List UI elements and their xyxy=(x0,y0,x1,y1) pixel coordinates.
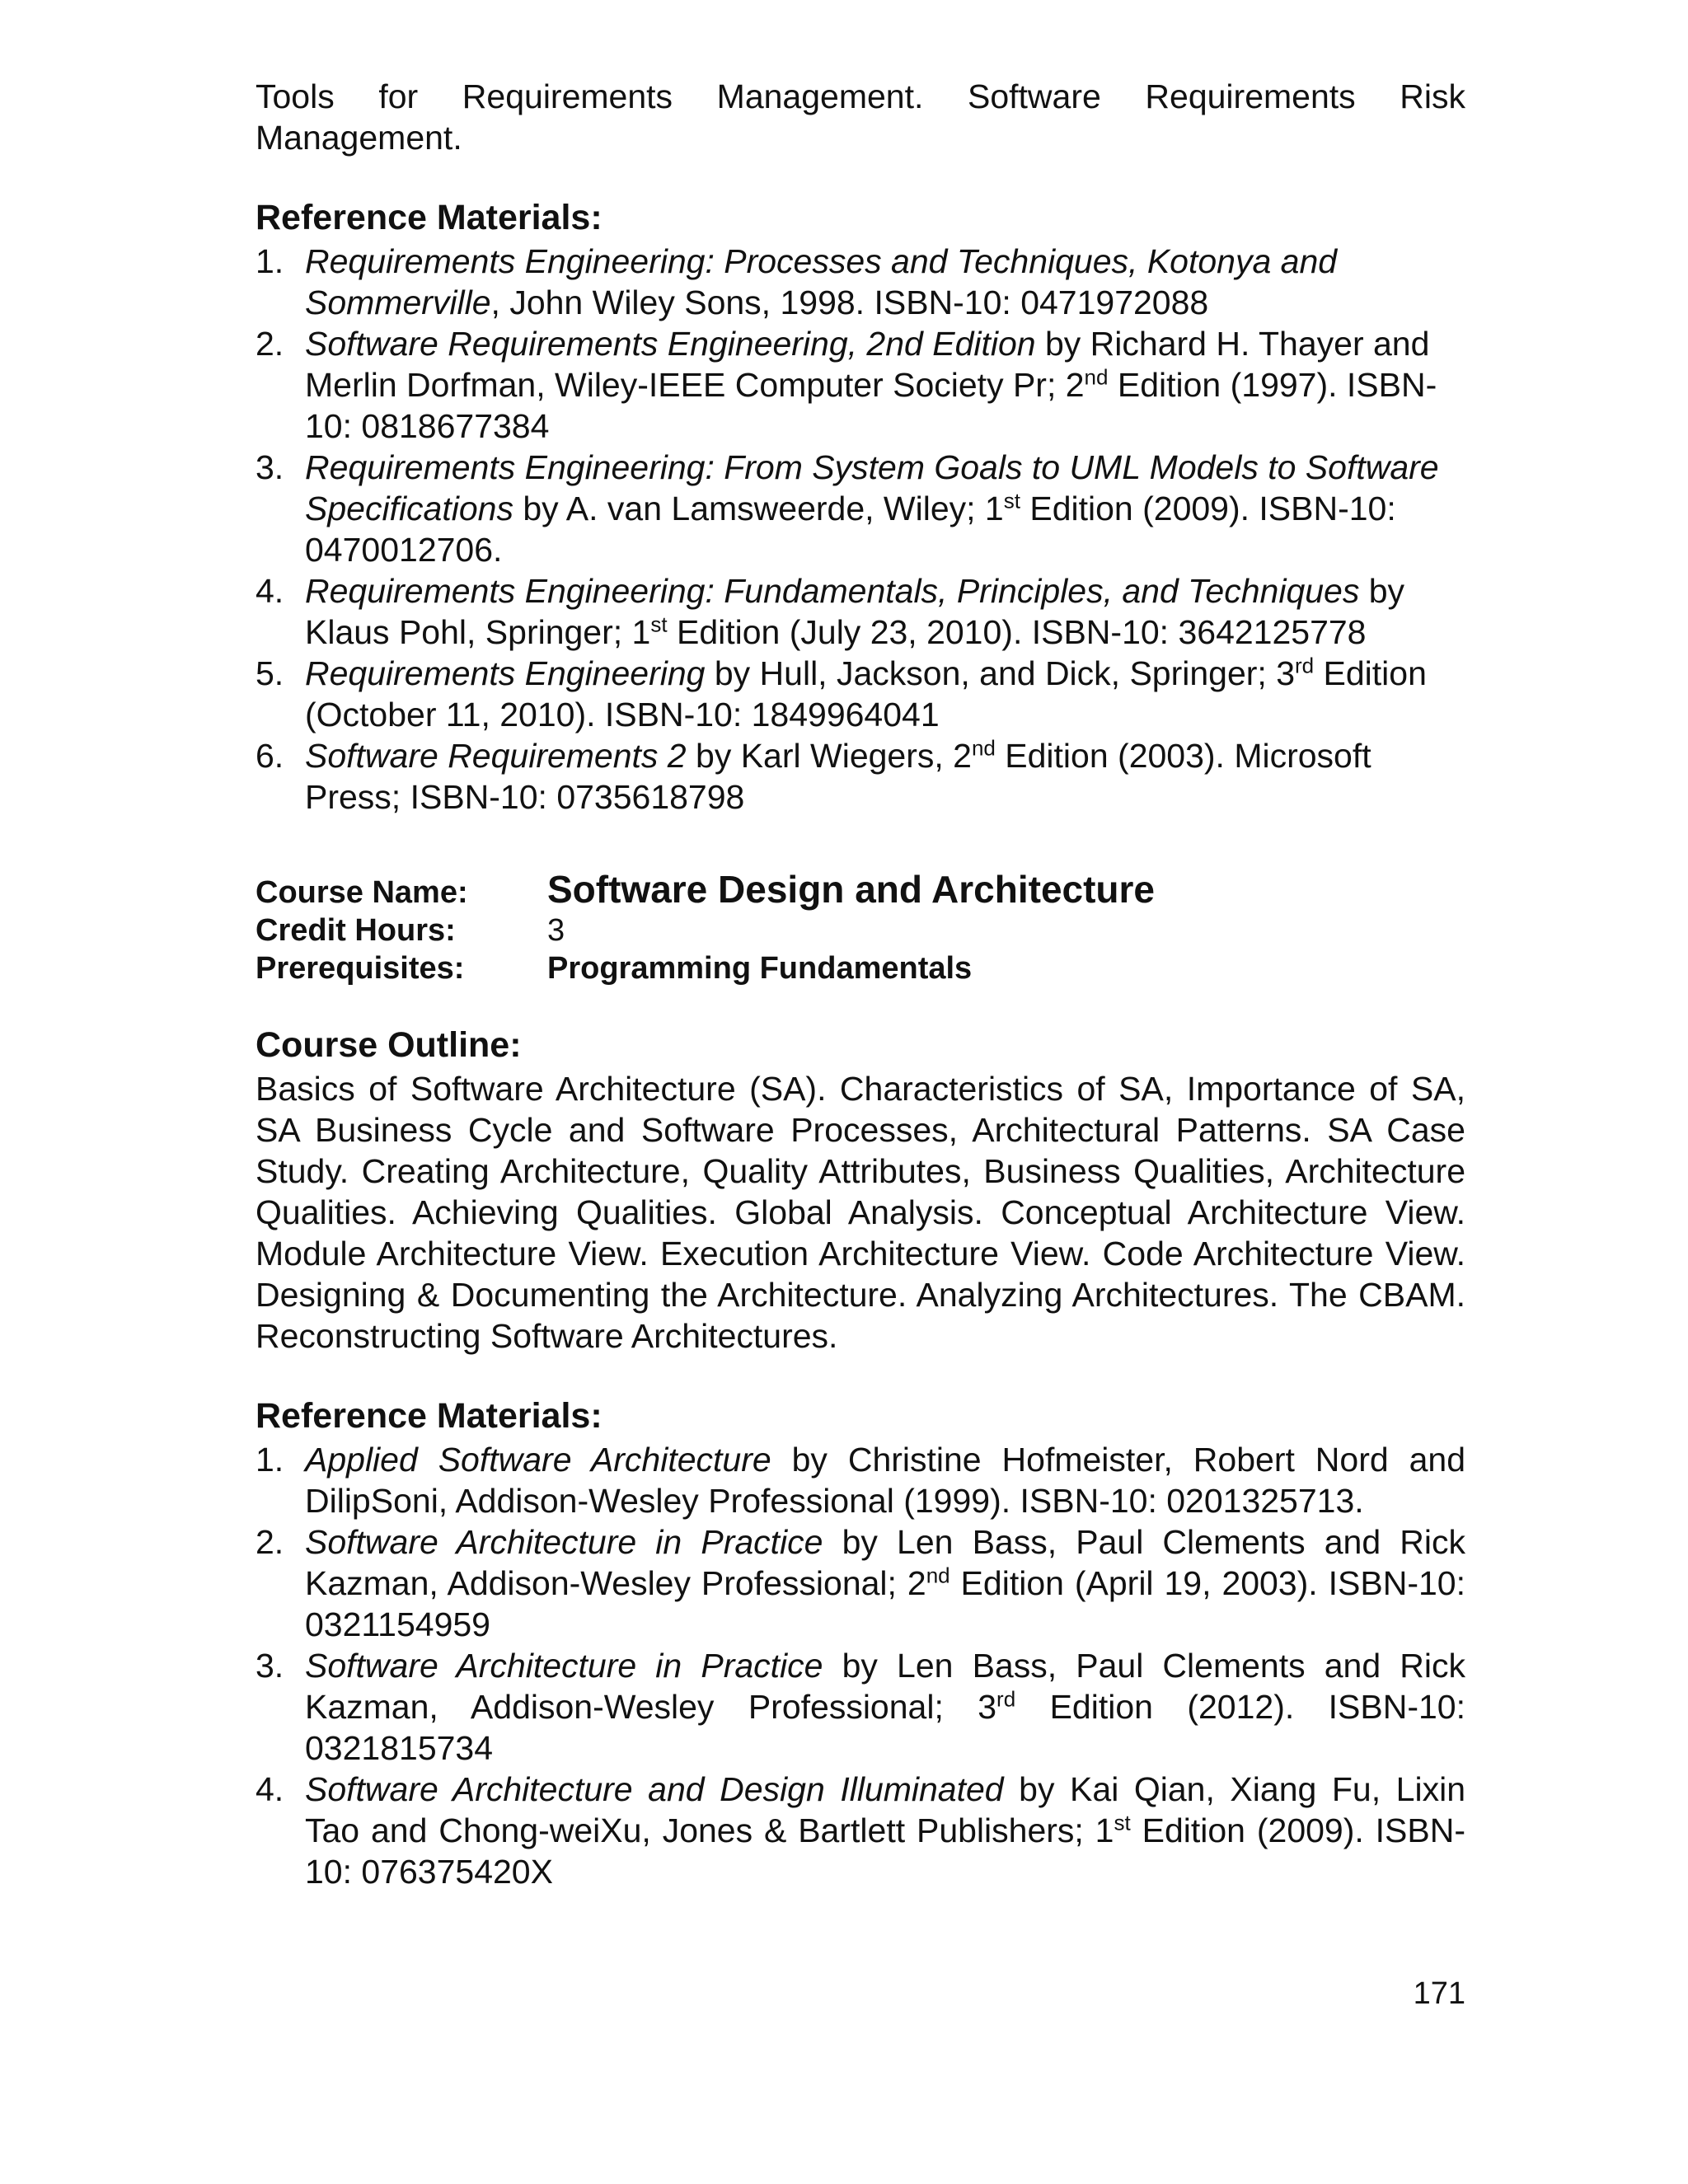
reference-number: 1. xyxy=(256,1441,284,1479)
ordinal-suffix: rd xyxy=(996,1686,1016,1712)
reference-number: 6. xyxy=(256,737,284,775)
prerequisites-label: Prerequisites: xyxy=(256,951,465,986)
course-name-row xyxy=(256,869,1465,910)
reference-details: , John Wiley Sons, 1998. ISBN-10: 0471972088 xyxy=(490,284,1209,321)
reference-details: by Karl Wiegers, 2 xyxy=(686,737,972,775)
reference-title: Requirements Engineering: Fundamentals, Principles, and Techniques xyxy=(305,572,1360,610)
reference-item xyxy=(256,241,1465,323)
reference-title: Applied Software Architecture xyxy=(305,1441,771,1479)
ordinal-suffix: st xyxy=(1003,488,1020,513)
course-outline-heading: Course Outline: xyxy=(256,1025,522,1065)
reference-details: by Kai Qian, Xiang Fu, Lixin Tao and Chong-weiXu, Jones & Bartlett Publishers; 1 xyxy=(305,1770,1465,1849)
reference-title: Requirements Engineering xyxy=(305,654,706,692)
prerequisites-row xyxy=(256,948,1465,986)
reference-details-end: Edition (July 23, 2010). ISBN-10: 3642125778 xyxy=(667,613,1367,651)
reference-details-end: Edition (April 19, 2003). ISBN-10: 0321154959 xyxy=(305,1564,1465,1643)
reference-number: 4. xyxy=(256,572,284,610)
reference-item xyxy=(256,653,1465,735)
reference-number: 1. xyxy=(256,242,284,280)
reference-item xyxy=(256,1439,1465,1521)
reference-number: 2. xyxy=(256,325,284,363)
prerequisites-value: Programming Fundamentals xyxy=(547,951,973,986)
reference-item xyxy=(256,1769,1465,1892)
ordinal-suffix: st xyxy=(1114,1810,1131,1835)
document-page xyxy=(256,76,1465,1892)
reference-details: by Klaus Pohl, Springer; 1 xyxy=(305,572,1405,651)
course-info xyxy=(256,869,1465,986)
ordinal-suffix: rd xyxy=(1295,653,1315,678)
reference-item xyxy=(256,1521,1465,1645)
reference-title: Software Requirements 2 xyxy=(305,737,687,775)
reference-title: Requirements Engineering: Processes and Techniques, Kotonya and Sommerville xyxy=(305,242,1338,321)
reference-item xyxy=(256,1645,1465,1769)
reference-number: 5. xyxy=(256,654,284,692)
reference-title: Software Architecture in Practice xyxy=(305,1523,823,1561)
reference-details: by Richard H. Thayer and Merlin Dorfman, Wiley-IEEE Computer Society Pr; 2 xyxy=(305,325,1430,404)
ordinal-suffix: nd xyxy=(1084,364,1109,390)
reference-title: Software Requirements Engineering, 2nd Edition xyxy=(305,325,1036,363)
reference-details: by Hull, Jackson, and Dick, Springer; 3 xyxy=(705,654,1296,692)
reference-details-end: Edition (2009). ISBN-10: 0470012706. xyxy=(305,490,1396,569)
reference-list-2 xyxy=(256,1439,1465,1892)
ordinal-suffix: st xyxy=(650,612,668,637)
reference-title: Software Architecture in Practice xyxy=(305,1647,823,1685)
course-outline-text: Basics of Software Architecture (SA). Characteristics of SA, Importance of SA, SA Business Cycle and Software Processes, Architectural Patterns. SA Case Study. Creating Architecture, Quality Attributes, Business Qualities, Architecture Qualities. Achieving Qualities. Global Analysis. Conceptual Architecture View. Module Architecture View. Execution Architecture View. Code Architecture View. Designing & Documenting the Architecture. Analyzing Architectures. The CBAM. Reconstructing Software Architectures. xyxy=(256,1070,1465,1355)
reference-details-end: Edition (2009). ISBN-10: 076375420X xyxy=(305,1811,1465,1891)
reference-details-end: Edition (2012). ISBN-10: 0321815734 xyxy=(305,1688,1465,1767)
credit-hours-row xyxy=(256,910,1465,948)
ordinal-suffix: nd xyxy=(971,735,996,761)
intro-paragraph: Tools for Requirements Management. Software Requirements Risk Management. xyxy=(256,77,1465,157)
course-name-label: Course Name: xyxy=(256,875,468,910)
credit-hours-value: 3 xyxy=(547,913,565,948)
reference-details-end: Edition (October 11, 2010). ISBN-10: 1849964041 xyxy=(305,654,1427,733)
reference-item xyxy=(256,735,1465,818)
reference-details: by Christine Hofmeister, Robert Nord and DilipSoni, Addison-Wesley Professional (1999). ISBN-10: 0201325713. xyxy=(305,1441,1465,1520)
ordinal-suffix: nd xyxy=(926,1563,950,1588)
reference-details: by A. van Lamsweerde, Wiley; 1 xyxy=(513,490,1004,527)
reference-item xyxy=(256,570,1465,653)
reference-details: by Len Bass, Paul Clements and Rick Kazman, Addison-Wesley Professional; 3 xyxy=(305,1647,1465,1726)
reference-number: 3. xyxy=(256,448,284,486)
reference-number: 4. xyxy=(256,1770,284,1808)
reference-details: by Len Bass, Paul Clements and Rick Kazman, Addison-Wesley Professional; 2 xyxy=(305,1523,1465,1602)
reference-title: Requirements Engineering: From System Goals to UML Models to Software Specifications xyxy=(305,448,1439,527)
reference-item xyxy=(256,447,1465,570)
reference-materials-heading-1: Reference Materials: xyxy=(256,198,603,237)
reference-title: Software Architecture and Design Illuminated xyxy=(305,1770,1004,1808)
reference-number: 2. xyxy=(256,1523,284,1561)
reference-number: 3. xyxy=(256,1647,284,1685)
reference-materials-heading-2: Reference Materials: xyxy=(256,1396,603,1436)
reference-details-end: Edition (1997). ISBN-10: 0818677384 xyxy=(305,366,1437,445)
course-name-value: Software Design and Architecture xyxy=(547,868,1156,911)
reference-item xyxy=(256,323,1465,447)
page-number: 171 xyxy=(1413,1976,1465,2011)
credit-hours-label: Credit Hours: xyxy=(256,913,456,948)
reference-list-1 xyxy=(256,241,1465,818)
reference-details-end: Edition (2003). Microsoft Press; ISBN-10: 0735618798 xyxy=(305,737,1372,816)
